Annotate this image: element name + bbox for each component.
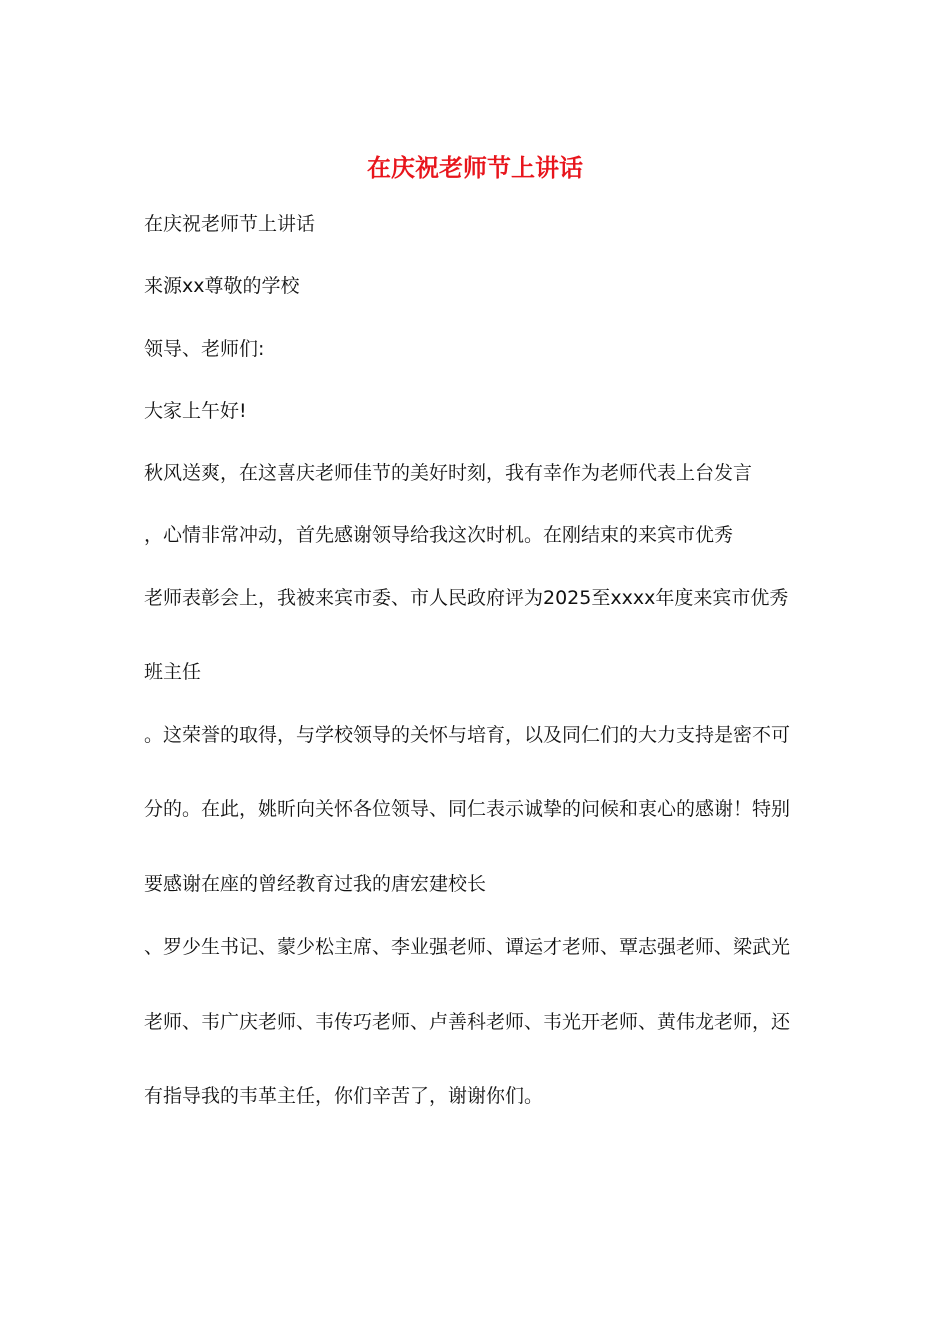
body-line: 分的。在此，姚昕向关怀各位领导、同仁表示诚挚的问候和衷心的感谢！特别 xyxy=(144,798,791,820)
body-line: 大家上午好! xyxy=(144,400,247,422)
body-line: ，心情非常冲动，首先感谢领导给我这次时机。在刚结束的来宾市优秀 xyxy=(144,524,734,546)
body-line: 来源xx尊敬的学校 xyxy=(144,275,300,297)
body-line: 领导、老师们: xyxy=(144,338,265,360)
body-line: 要感谢在座的曾经教育过我的唐宏建校长 xyxy=(144,873,487,895)
body-line: 老师表彰会上，我被来宾市委、市人民政府评为2025至xxxx年度来宾市优秀 xyxy=(144,587,789,609)
body-line: 有指导我的韦革主任，你们辛苦了，谢谢你们。 xyxy=(144,1085,544,1107)
body-line: 在庆祝老师节上讲话 xyxy=(144,213,316,235)
body-line: 班主任 xyxy=(144,661,202,683)
body-line: 秋风送爽，在这喜庆老师佳节的美好时刻，我有幸作为老师代表上台发言 xyxy=(144,462,753,484)
body-line: 。这荣誉的取得，与学校领导的关怀与培育，以及同仁们的大力支持是密不可 xyxy=(144,724,791,746)
body-line: 、罗少生书记、蒙少松主席、李业强老师、谭运才老师、覃志强老师、梁武光 xyxy=(144,936,791,958)
document-title: 在庆祝老师节上讲话 xyxy=(367,153,583,182)
body-line: 老师、韦广庆老师、韦传巧老师、卢善科老师、韦光开老师、黄伟龙老师，还 xyxy=(144,1011,791,1033)
